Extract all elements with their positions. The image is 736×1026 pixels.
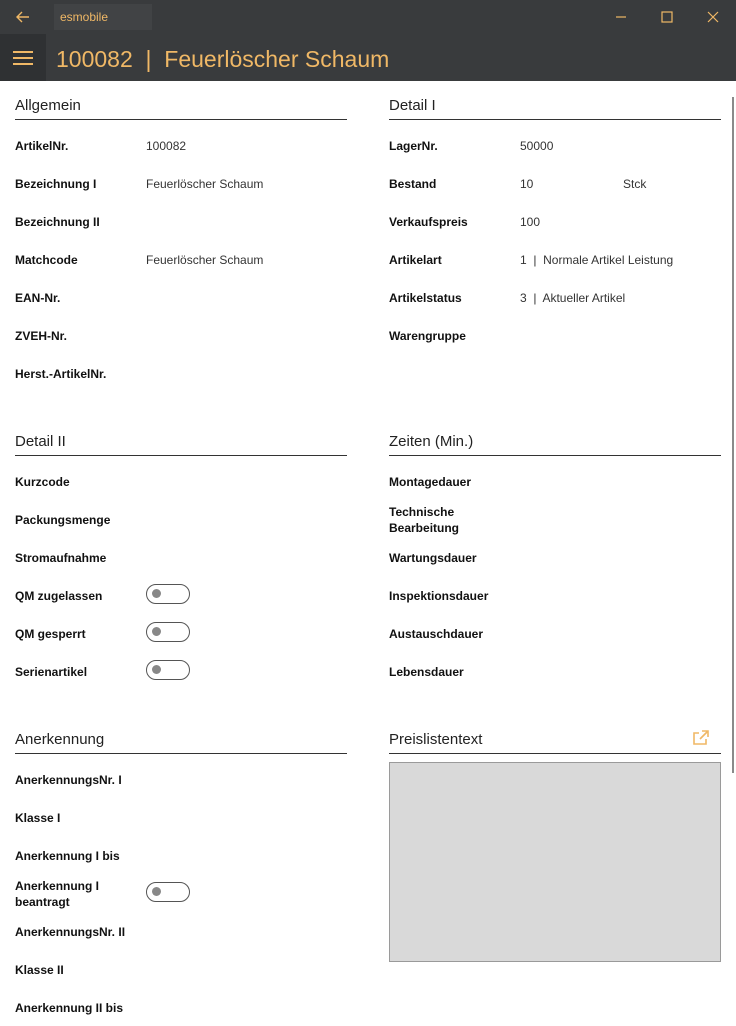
- external-link-icon: [692, 729, 710, 747]
- maximize-button[interactable]: [644, 0, 690, 34]
- label-anerkennungsnr-1: AnerkennungsNr. I: [15, 773, 122, 787]
- section-title-anerkennung: Anerkennung: [15, 731, 105, 748]
- value-verkaufspreis: 100: [520, 215, 541, 229]
- value-matchcode: Feuerlöscher Schaum: [146, 253, 264, 267]
- label-anerkennung-1-bis: Anerkennung I bis: [15, 849, 120, 863]
- label-kurzcode: Kurzcode: [15, 475, 70, 489]
- page-title: 100082 | Feuerlöscher Schaum: [56, 46, 390, 72]
- label-packungsmenge: Packungsmenge: [15, 513, 111, 527]
- value-artikelstatus: 3 | Aktueller Artikel: [520, 291, 626, 305]
- section-divider: [389, 119, 721, 120]
- minimize-icon: [615, 11, 627, 23]
- label-serienartikel: Serienartikel: [15, 665, 88, 679]
- label-lebensdauer: Lebensdauer: [389, 665, 464, 679]
- app-header: [0, 34, 736, 81]
- label-anerkennungsnr-2: AnerkennungsNr. II: [15, 925, 126, 939]
- label-artikelstatus: Artikelstatus: [389, 291, 462, 305]
- section-title-detail-2: Detail II: [15, 433, 66, 450]
- label-anerkennung-2-bis: Anerkennung II bis: [15, 1001, 124, 1015]
- hamburger-menu-button[interactable]: [0, 34, 46, 81]
- value-bezeichnung-1: Feuerlöscher Schaum: [146, 177, 264, 191]
- maximize-icon: [661, 11, 673, 23]
- hamburger-icon: [13, 51, 33, 53]
- label-bestand: Bestand: [389, 177, 437, 191]
- label-austauschdauer: Austauschdauer: [389, 627, 484, 641]
- label-wartungsdauer: Wartungsdauer: [389, 551, 477, 565]
- external-link-button[interactable]: [692, 729, 710, 747]
- article-details: [0, 81, 736, 1026]
- label-klasse-1: Klasse I: [15, 811, 61, 825]
- qm-zugelassen-toggle[interactable]: [146, 584, 190, 604]
- back-button[interactable]: [0, 0, 46, 34]
- label-anerkennung-1-beantragt: Anerkennung I beantragt: [15, 879, 100, 909]
- label-qm-gesperrt: QM gesperrt: [15, 627, 86, 641]
- section-title-preislistentext: Preislistentext: [389, 731, 483, 748]
- section-title-detail-1: Detail I: [389, 97, 436, 114]
- close-button[interactable]: [690, 0, 736, 34]
- minimize-button[interactable]: [598, 0, 644, 34]
- label-bezeichnung-1: Bezeichnung I: [15, 177, 97, 191]
- app-title: esmobile: [54, 4, 152, 30]
- value-artikelnr: 100082: [146, 139, 187, 153]
- label-klasse-2: Klasse II: [15, 963, 64, 977]
- section-divider: [15, 119, 347, 120]
- label-herst-artikelnr: Herst.-ArtikelNr.: [15, 367, 107, 381]
- section-divider: [15, 753, 347, 754]
- label-qm-zugelassen: QM zugelassen: [15, 589, 103, 603]
- value-bestand-unit: Stck: [623, 177, 647, 191]
- section-title-allgemein: Allgemein: [15, 97, 81, 114]
- label-warengruppe: Warengruppe: [389, 329, 466, 343]
- hamburger-icon-line: [13, 57, 33, 59]
- qm-gesperrt-toggle[interactable]: [146, 622, 190, 642]
- vertical-scrollbar[interactable]: [732, 97, 734, 773]
- label-ean-nr: EAN-Nr.: [15, 291, 61, 305]
- label-technische-bearbeitung: Technische Bearbeitung: [389, 505, 460, 535]
- serienartikel-toggle[interactable]: [146, 660, 190, 680]
- hamburger-icon-line: [13, 63, 33, 65]
- label-matchcode: Matchcode: [15, 253, 78, 267]
- label-bezeichnung-2: Bezeichnung II: [15, 215, 100, 229]
- label-stromaufnahme: Stromaufnahme: [15, 551, 107, 565]
- window-titlebar: [0, 0, 736, 34]
- label-lagernr: LagerNr.: [389, 139, 438, 153]
- label-zveh-nr: ZVEH-Nr.: [15, 329, 68, 343]
- section-divider: [389, 753, 721, 754]
- close-icon: [707, 11, 719, 23]
- section-divider: [15, 455, 347, 456]
- section-title-zeiten: Zeiten (Min.): [389, 433, 474, 450]
- label-montagedauer: Montagedauer: [389, 475, 472, 489]
- label-verkaufspreis: Verkaufspreis: [389, 215, 468, 229]
- label-artikelnr: ArtikelNr.: [15, 139, 69, 153]
- value-lagernr: 50000: [520, 139, 554, 153]
- label-artikelart: Artikelart: [389, 253, 442, 267]
- label-inspektionsdauer: Inspektionsdauer: [389, 589, 489, 603]
- value-artikelart: 1 | Normale Artikel Leistung: [520, 253, 674, 267]
- value-bestand: 10: [520, 177, 534, 191]
- back-arrow-icon: [16, 11, 30, 23]
- preislistentext-textbox[interactable]: [389, 762, 721, 962]
- section-divider: [389, 455, 721, 456]
- anerkennung-1-beantragt-toggle[interactable]: [146, 882, 190, 902]
